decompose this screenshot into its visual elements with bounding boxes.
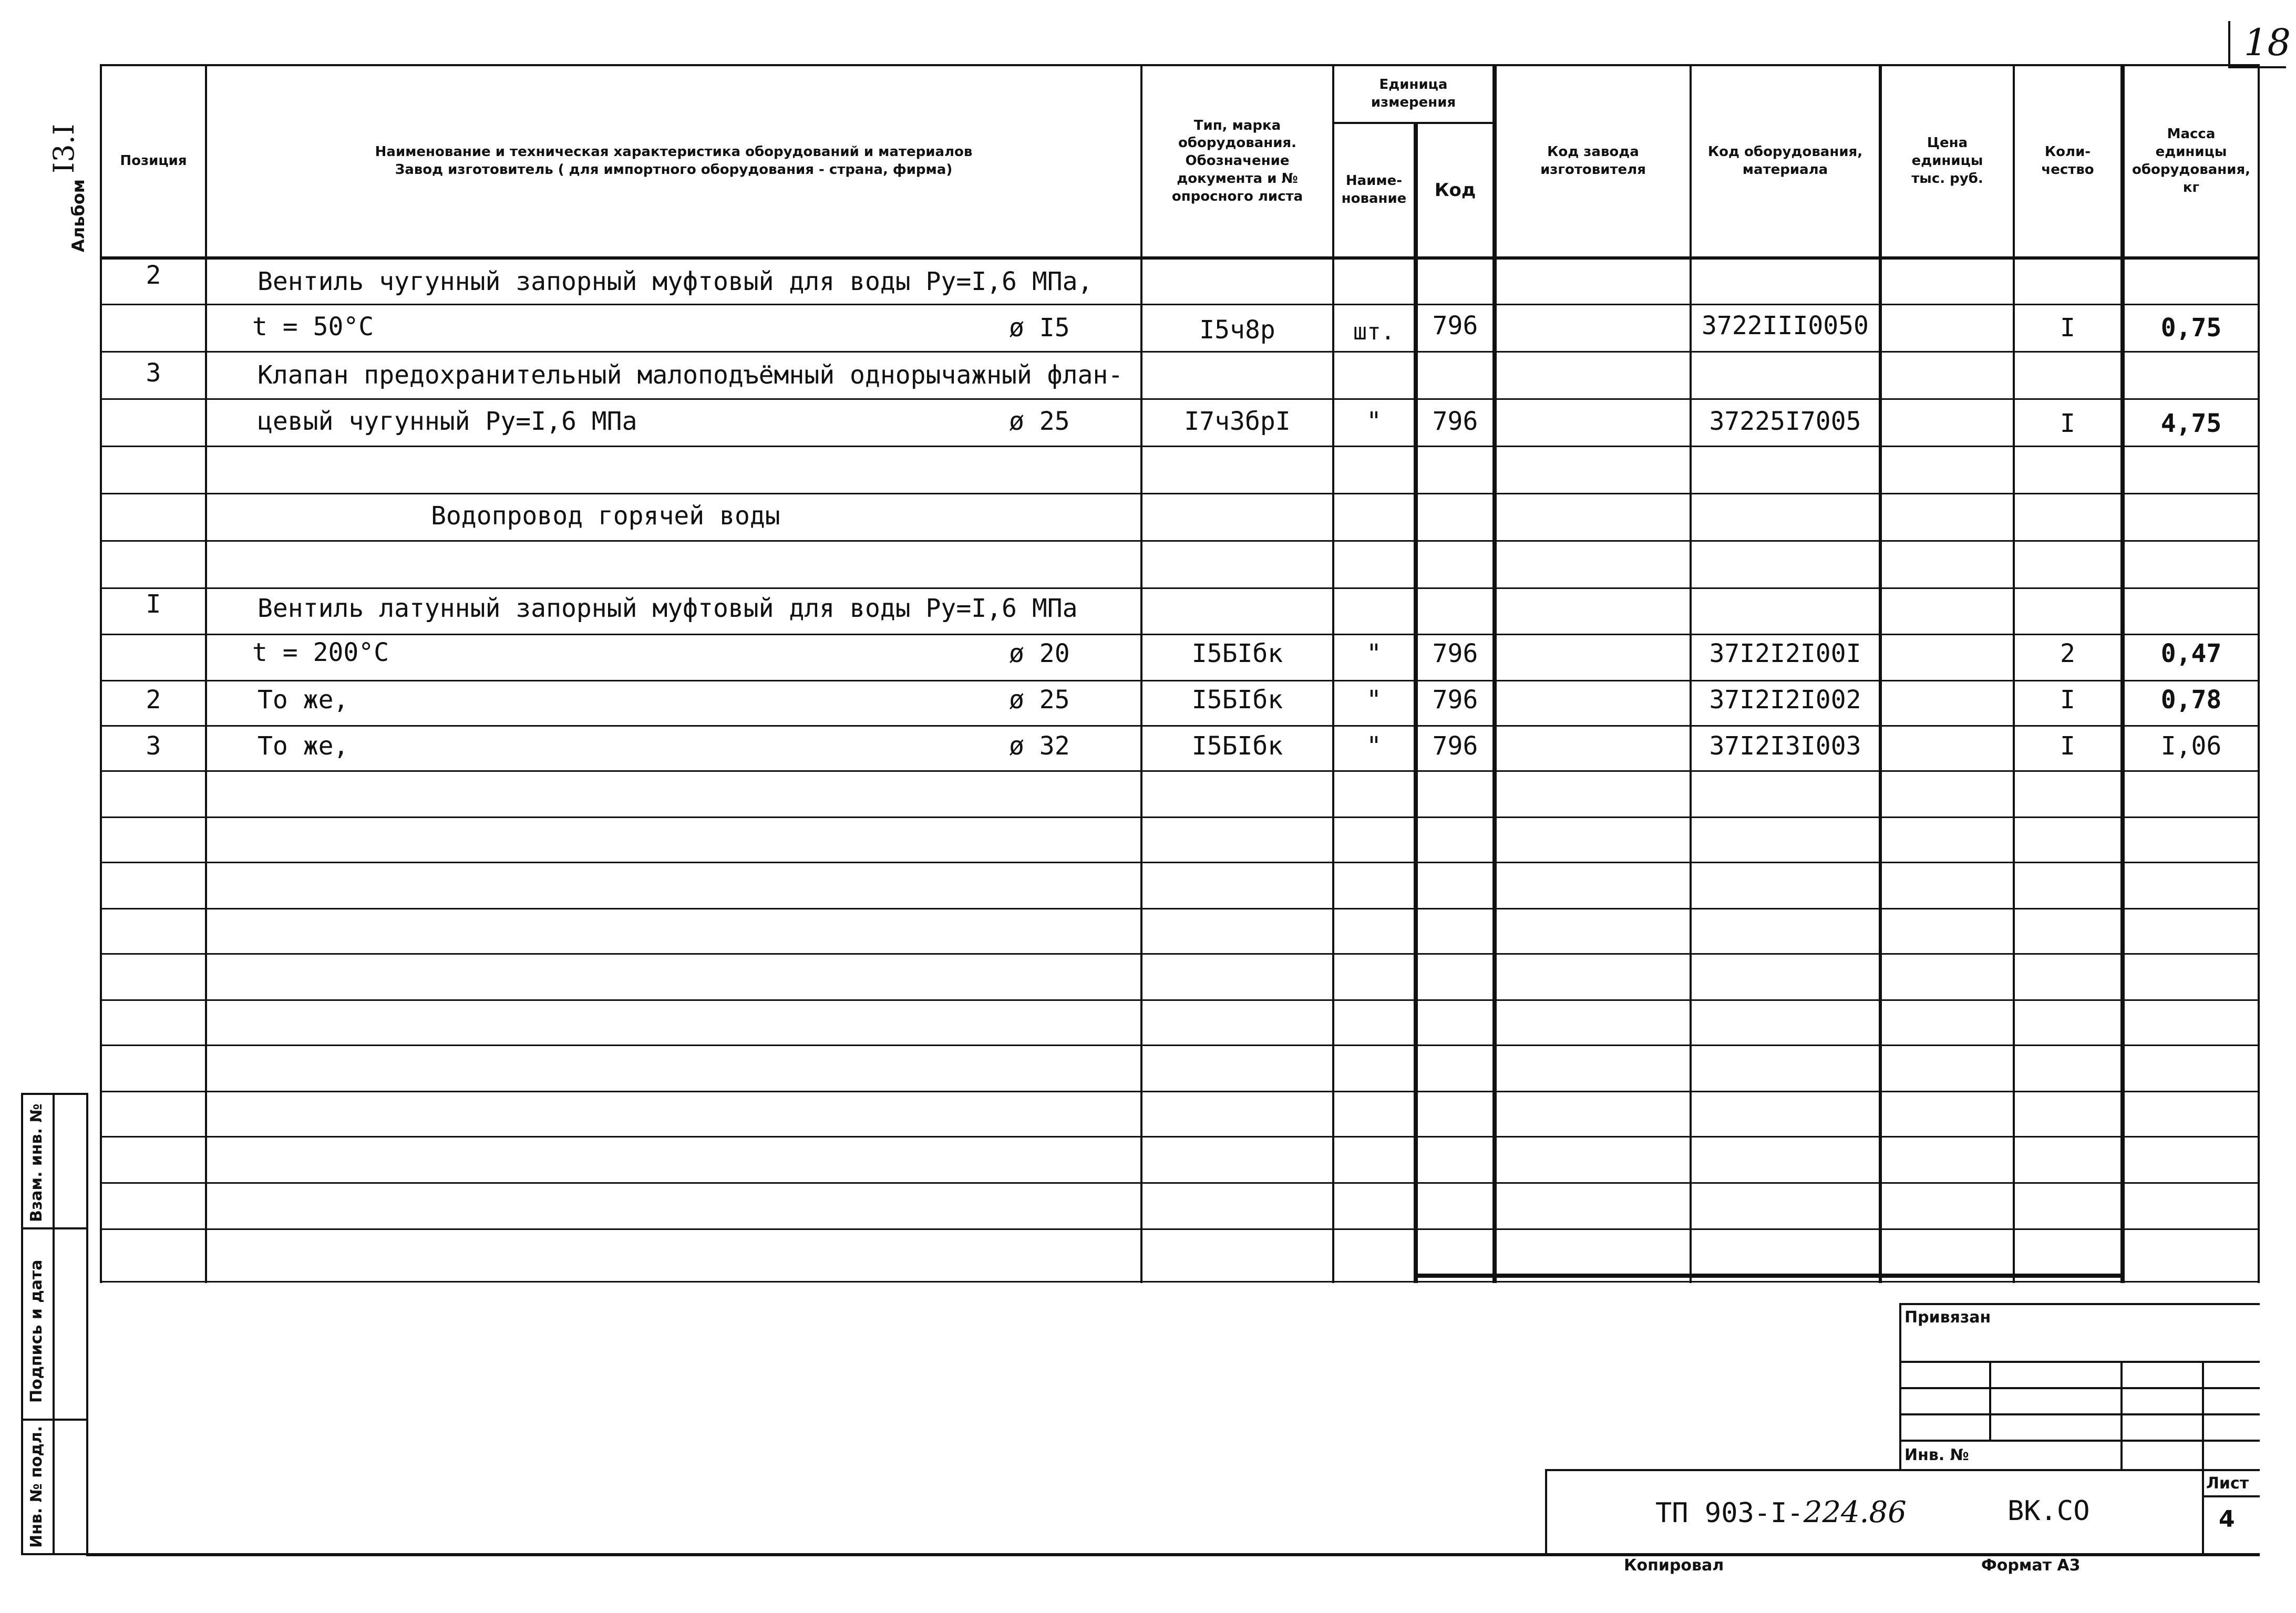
corner-mark (2228, 21, 2230, 68)
cell-name: То же, (258, 731, 349, 761)
cell-diameter: ø 25 (1009, 685, 1070, 715)
cell-type: I5БIбк (1191, 685, 1283, 715)
cell-diameter: ø 32 (1009, 731, 1070, 761)
album-label: Альбом (68, 179, 88, 252)
stamp-privyazan: Привязан (1904, 1308, 1991, 1327)
stamp-mark: ВК.СО (2007, 1495, 2090, 1527)
album-number: I3.I (47, 123, 80, 173)
header-position: Позиция (120, 153, 187, 169)
cell-pos: 2 (146, 685, 161, 715)
cell-type: I5ч8р (1199, 315, 1275, 345)
stamp-list-number: 4 (2219, 1506, 2235, 1533)
cell-mass: 0,78 (2160, 685, 2222, 715)
cell-unit: " (1366, 685, 1382, 715)
header-mass: Масса единицы оборудования, кг (2132, 126, 2251, 195)
cell-name: То же, (258, 685, 349, 715)
cell-name: цевый чугунный Ру=I,6 МПа (258, 407, 637, 436)
cell-code: 796 (1432, 685, 1478, 715)
cell-code: 796 (1432, 639, 1478, 668)
cell-quantity: 2 (2060, 639, 2075, 668)
cell-mass: 0,75 (2160, 313, 2222, 343)
cell-name: Клапан предохранительный малоподъёмный однорычажный флан- (258, 360, 1124, 390)
cell-mass: 4,75 (2160, 409, 2222, 438)
cell-type: I7ч3брI (1184, 407, 1291, 436)
cell-unit: " (1366, 639, 1382, 668)
header-factory-code: Код завода изготовителя (1540, 144, 1646, 178)
header-quantity: Коли- чество (2041, 144, 2094, 178)
side-label-inv: Инв. № подл. (27, 1425, 46, 1548)
header-unit-group: Единица измерения (1371, 77, 1456, 110)
cell-quantity: I (2060, 313, 2075, 343)
stamp-document-code: ТП 903-I-224.86 (1655, 1495, 1907, 1529)
cell-code: 796 (1432, 407, 1478, 436)
cell-unit: " (1366, 731, 1382, 761)
cell-quantity: I (2060, 409, 2075, 438)
side-label-podpis: Подпись и дата (27, 1259, 46, 1403)
cell-name: Вентиль латунный запорный муфтовый для воды Ру=I,6 МПа (258, 594, 1078, 623)
header-name: Наименование и техническая характеристика оборудований и материалов Завод изготовитель ( для импортного оборудования - страна, фирма) (375, 144, 973, 178)
cell-equipment-code: 3722III0050 (1702, 311, 1869, 340)
cell-type: I5БIбк (1191, 731, 1283, 761)
side-label-vzam: Взам. инв. № (27, 1103, 46, 1222)
page-bottom-line (86, 1553, 2260, 1556)
cell-name: t = 200°C (252, 638, 389, 667)
cell-equipment-code: 37225I7005 (1709, 407, 1861, 436)
cell-name: Водопровод горячей воды (431, 501, 780, 531)
cell-equipment-code: 37I2I2I00I (1709, 639, 1861, 668)
cell-pos: 3 (146, 731, 161, 761)
stamp-format: Формат А3 (1981, 1556, 2081, 1575)
cell-mass: I,06 (2160, 731, 2222, 761)
cell-quantity: I (2060, 731, 2075, 761)
cell-type: I5БIбк (1191, 639, 1283, 668)
cell-pos: 3 (146, 358, 161, 388)
header-type: Тип, марка оборудования. Обозначение документа и № опросного листа (1171, 117, 1303, 204)
stamp-inv-no: Инв. № (1904, 1446, 1969, 1464)
header-price: Цена единицы тыс. руб. (1911, 135, 1983, 187)
stamp-list-label: Лист (2206, 1474, 2249, 1493)
cell-code: 796 (1432, 311, 1478, 340)
cell-diameter: ø I5 (1009, 313, 1070, 343)
header-unit-name: Наиме- нование (1341, 173, 1407, 206)
cell-quantity: I (2060, 685, 2075, 715)
corner-sheet-number: 18 (2244, 21, 2291, 64)
cell-diameter: ø 25 (1009, 407, 1070, 436)
header-unit-code: Код (1434, 179, 1476, 201)
cell-mass: 0,47 (2160, 639, 2222, 668)
cell-equipment-code: 37I2I3I003 (1709, 731, 1861, 761)
cell-name: Вентиль чугунный запорный муфтовый для воды Ру=I,6 МПа, (258, 267, 1093, 296)
stamp-copied: Копировал (1624, 1556, 1724, 1575)
cell-unit: " (1366, 407, 1382, 436)
cell-pos: 2 (146, 261, 161, 290)
cell-code: 796 (1432, 731, 1478, 761)
cell-name: t = 50°C (252, 312, 374, 342)
header-equipment-code: Код оборудования, материала (1707, 144, 1863, 178)
cell-equipment-code: 37I2I2I002 (1709, 685, 1861, 715)
cell-diameter: ø 20 (1009, 639, 1070, 668)
cell-pos: I (146, 590, 161, 619)
cell-unit: шт. (1353, 318, 1395, 345)
